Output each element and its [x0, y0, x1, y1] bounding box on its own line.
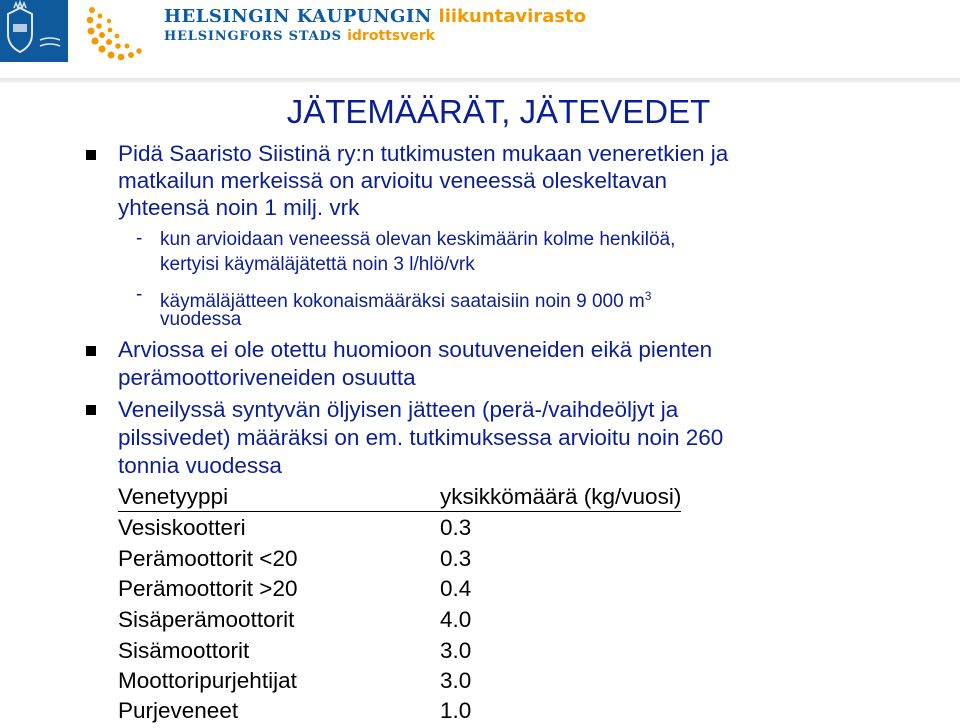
table-row — [118, 638, 718, 668]
bullet-1-line-2: matkailun merkeissä on arvioitu veneessä oleskeltavan — [118, 168, 668, 193]
sub-bullet-1-line-1: kun arvioidaan veneessä olevan keskimäärin kolme henkilöä, — [160, 229, 676, 250]
table-cell-amount: 0.4 — [440, 576, 472, 601]
table-cell-amount: 3.0 — [440, 638, 472, 663]
brand-line1-accent: liikuntavirasto — [438, 6, 587, 27]
brand-line1-main: HELSINGIN KAUPUNGIN — [164, 6, 439, 27]
brand-name-swedish — [164, 28, 435, 44]
table-row — [118, 668, 718, 698]
dotted-arc-logo-icon — [82, 2, 152, 64]
table-cell-boat-type: Purjeveneet — [118, 698, 239, 723]
brand-line2-main: HELSINGFORS STADS — [164, 29, 348, 44]
header-banner — [0, 0, 960, 83]
table-row — [118, 607, 718, 637]
table-cell-amount: 0.3 — [440, 515, 472, 540]
bullet-square-icon — [86, 346, 96, 356]
bullet-2-line-2: perämoottoriveneiden osuutta — [118, 365, 416, 390]
bullet-square-icon — [86, 405, 96, 415]
table-cell-boat-type: Vesiskootteri — [118, 515, 246, 540]
table-cell-boat-type: Perämoottorit <20 — [118, 546, 298, 571]
table-header-unit-amount: yksikkömäärä (kg/vuosi) — [440, 484, 681, 512]
table-row — [118, 698, 718, 728]
header-divider — [0, 78, 960, 83]
sub-bullet-2-line-2: vuodessa — [160, 309, 242, 330]
sub-bullet-dash: - — [136, 228, 143, 249]
table-cell-amount: 3.0 — [440, 668, 472, 693]
table-cell-amount: 1.0 — [440, 698, 472, 723]
table-cell-amount: 0.3 — [440, 546, 472, 571]
bullet-3-line-3: tonnia vuodessa — [118, 453, 282, 478]
table-row — [118, 515, 718, 545]
table-cell-boat-type: Sisämoottorit — [118, 638, 250, 663]
table-row — [118, 576, 718, 606]
bullet-square-icon — [86, 150, 96, 160]
brand-line2-accent: idrottsverk — [347, 28, 435, 44]
bullet-2-line-1: Arviossa ei ole otettu huomioon soutuveneiden eikä pienten — [118, 337, 713, 362]
slide-title: JÄTEMÄÄRÄT, JÄTEVEDET — [286, 93, 711, 130]
bullet-3-line-2: pilssivedet) määräksi on em. tutkimuksessa arvioitu noin 260 — [118, 425, 724, 450]
bullet-1-line-3: yhteensä noin 1 milj. vrk — [118, 195, 360, 220]
table-cell-boat-type: Sisäperämoottorit — [118, 607, 295, 632]
helsinki-crest-icon — [0, 0, 68, 62]
sub-bullet-2-text: käymäläjätteen kokonaismääräksi saataisiin noin 9 000 m — [160, 291, 645, 312]
superscript: 3 — [644, 289, 652, 303]
table-cell-boat-type: Perämoottorit >20 — [118, 576, 298, 601]
table-cell-amount: 4.0 — [440, 607, 472, 632]
sub-bullet-dash: - — [136, 284, 143, 305]
bullet-3-line-1: Veneilyssä syntyvän öljyisen jätteen (perä-/vaihdeöljyt ja — [118, 397, 679, 422]
table-row — [118, 546, 718, 576]
table-header-boat-type: Venetyyppi — [118, 484, 440, 512]
table-header-row — [118, 484, 718, 514]
brand-name-finnish — [164, 6, 586, 27]
sub-bullet-1-line-2: kertyisi käymäläjätettä noin 3 l/hlö/vrk — [160, 254, 475, 275]
table-cell-boat-type: Moottoripurjehtijat — [118, 668, 297, 693]
bullet-1-line-1: Pidä Saaristo Siistinä ry:n tutkimusten mukaan veneretkien ja — [118, 141, 729, 166]
